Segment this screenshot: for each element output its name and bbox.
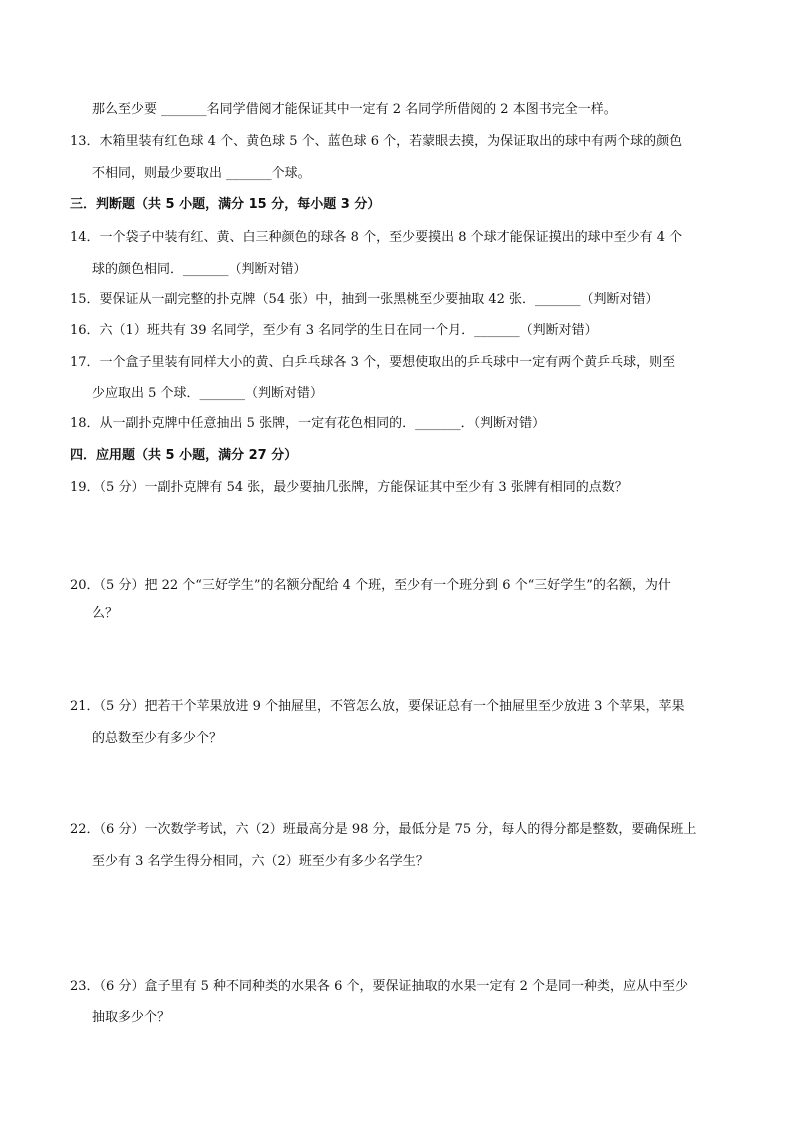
q18-text: 18．从一副扑克牌中任意抽出 5 张牌，一定有花色相同的．_______．（判断对错） <box>70 416 546 431</box>
q14-continuation: 球的颜色相同．_______（判断对错） <box>92 262 307 277</box>
q16-text: 16．六（1）班共有 39 名同学，至少有 3 名同学的生日在同一个月．_______（判断对错） <box>70 323 598 338</box>
q20-text: 20．（5 分）把 22 个“三好学生”的名额分配给 4 个班，至少有一个班分到 6 个“三好学生”的名额，为什 <box>70 578 671 593</box>
q14-text: 14．一个袋子中装有红、黄、白三种颜色的球各 8 个，至少要摸出 8 个球才能保证摸出的球中至少有 4 个 <box>70 230 683 245</box>
q17-text: 17．一个盒子里装有同样大小的黄、白乒乓球各 3 个，要想使取出的乒乓球中一定有两个黄乒乓球，则至 <box>70 355 676 370</box>
q15-text: 15．要保证从一副完整的扑克牌（54 张）中，抽到一张黑桃至少要抽取 42 张．_______（判断对错） <box>70 292 659 307</box>
section-heading-judgement: 三．判断题（共 5 小题，满分 15 分，每小题 3 分） <box>70 197 381 212</box>
q22-continuation: 至少有 3 名学生得分相同，六（2）班至少有多少名学生？ <box>92 854 429 869</box>
q20-continuation: 么？ <box>92 606 119 621</box>
q12-continuation: 那么至少要 _______名同学借阅才能保证其中一定有 2 名同学所借阅的 2 本图书完全一样。 <box>92 102 617 117</box>
q13-continuation: 不相同，则最少要取出 _______个球。 <box>92 166 311 181</box>
q21-text: 21．（5 分）把若干个苹果放进 9 个抽屉里，不管怎么放，要保证总有一个抽屉里至少放进 3 个苹果，苹果 <box>70 699 685 714</box>
q13-text: 13．木箱里装有红色球 4 个、黄色球 5 个、蓝色球 6 个，若蒙眼去摸，为保证取出的球中有两个球的颜色 <box>70 134 683 149</box>
q21-continuation: 的总数至少有多少个？ <box>92 731 223 746</box>
q22-text: 22．（6 分）一次数学考试，六（2）班最高分是 98 分，最低分是 75 分，每人的得分都是整数，要确保班上 <box>70 822 697 837</box>
q23-text: 23．（6 分）盒子里有 5 种不同种类的水果各 6 个，要保证抽取的水果一定有 2 个是同一种类，应从中至少 <box>70 979 689 994</box>
q17-continuation: 少应取出 5 个球．_______（判断对错） <box>92 386 324 401</box>
q19-text: 19．（5 分）一副扑克牌有 54 张，最少要抽几张牌，方能保证其中至少有 3 张牌有相同的点数？ <box>70 480 628 495</box>
section-heading-application: 四．应用题（共 5 小题，满分 27 分） <box>70 448 298 463</box>
q23-continuation: 抽取多少个？ <box>92 1010 171 1025</box>
